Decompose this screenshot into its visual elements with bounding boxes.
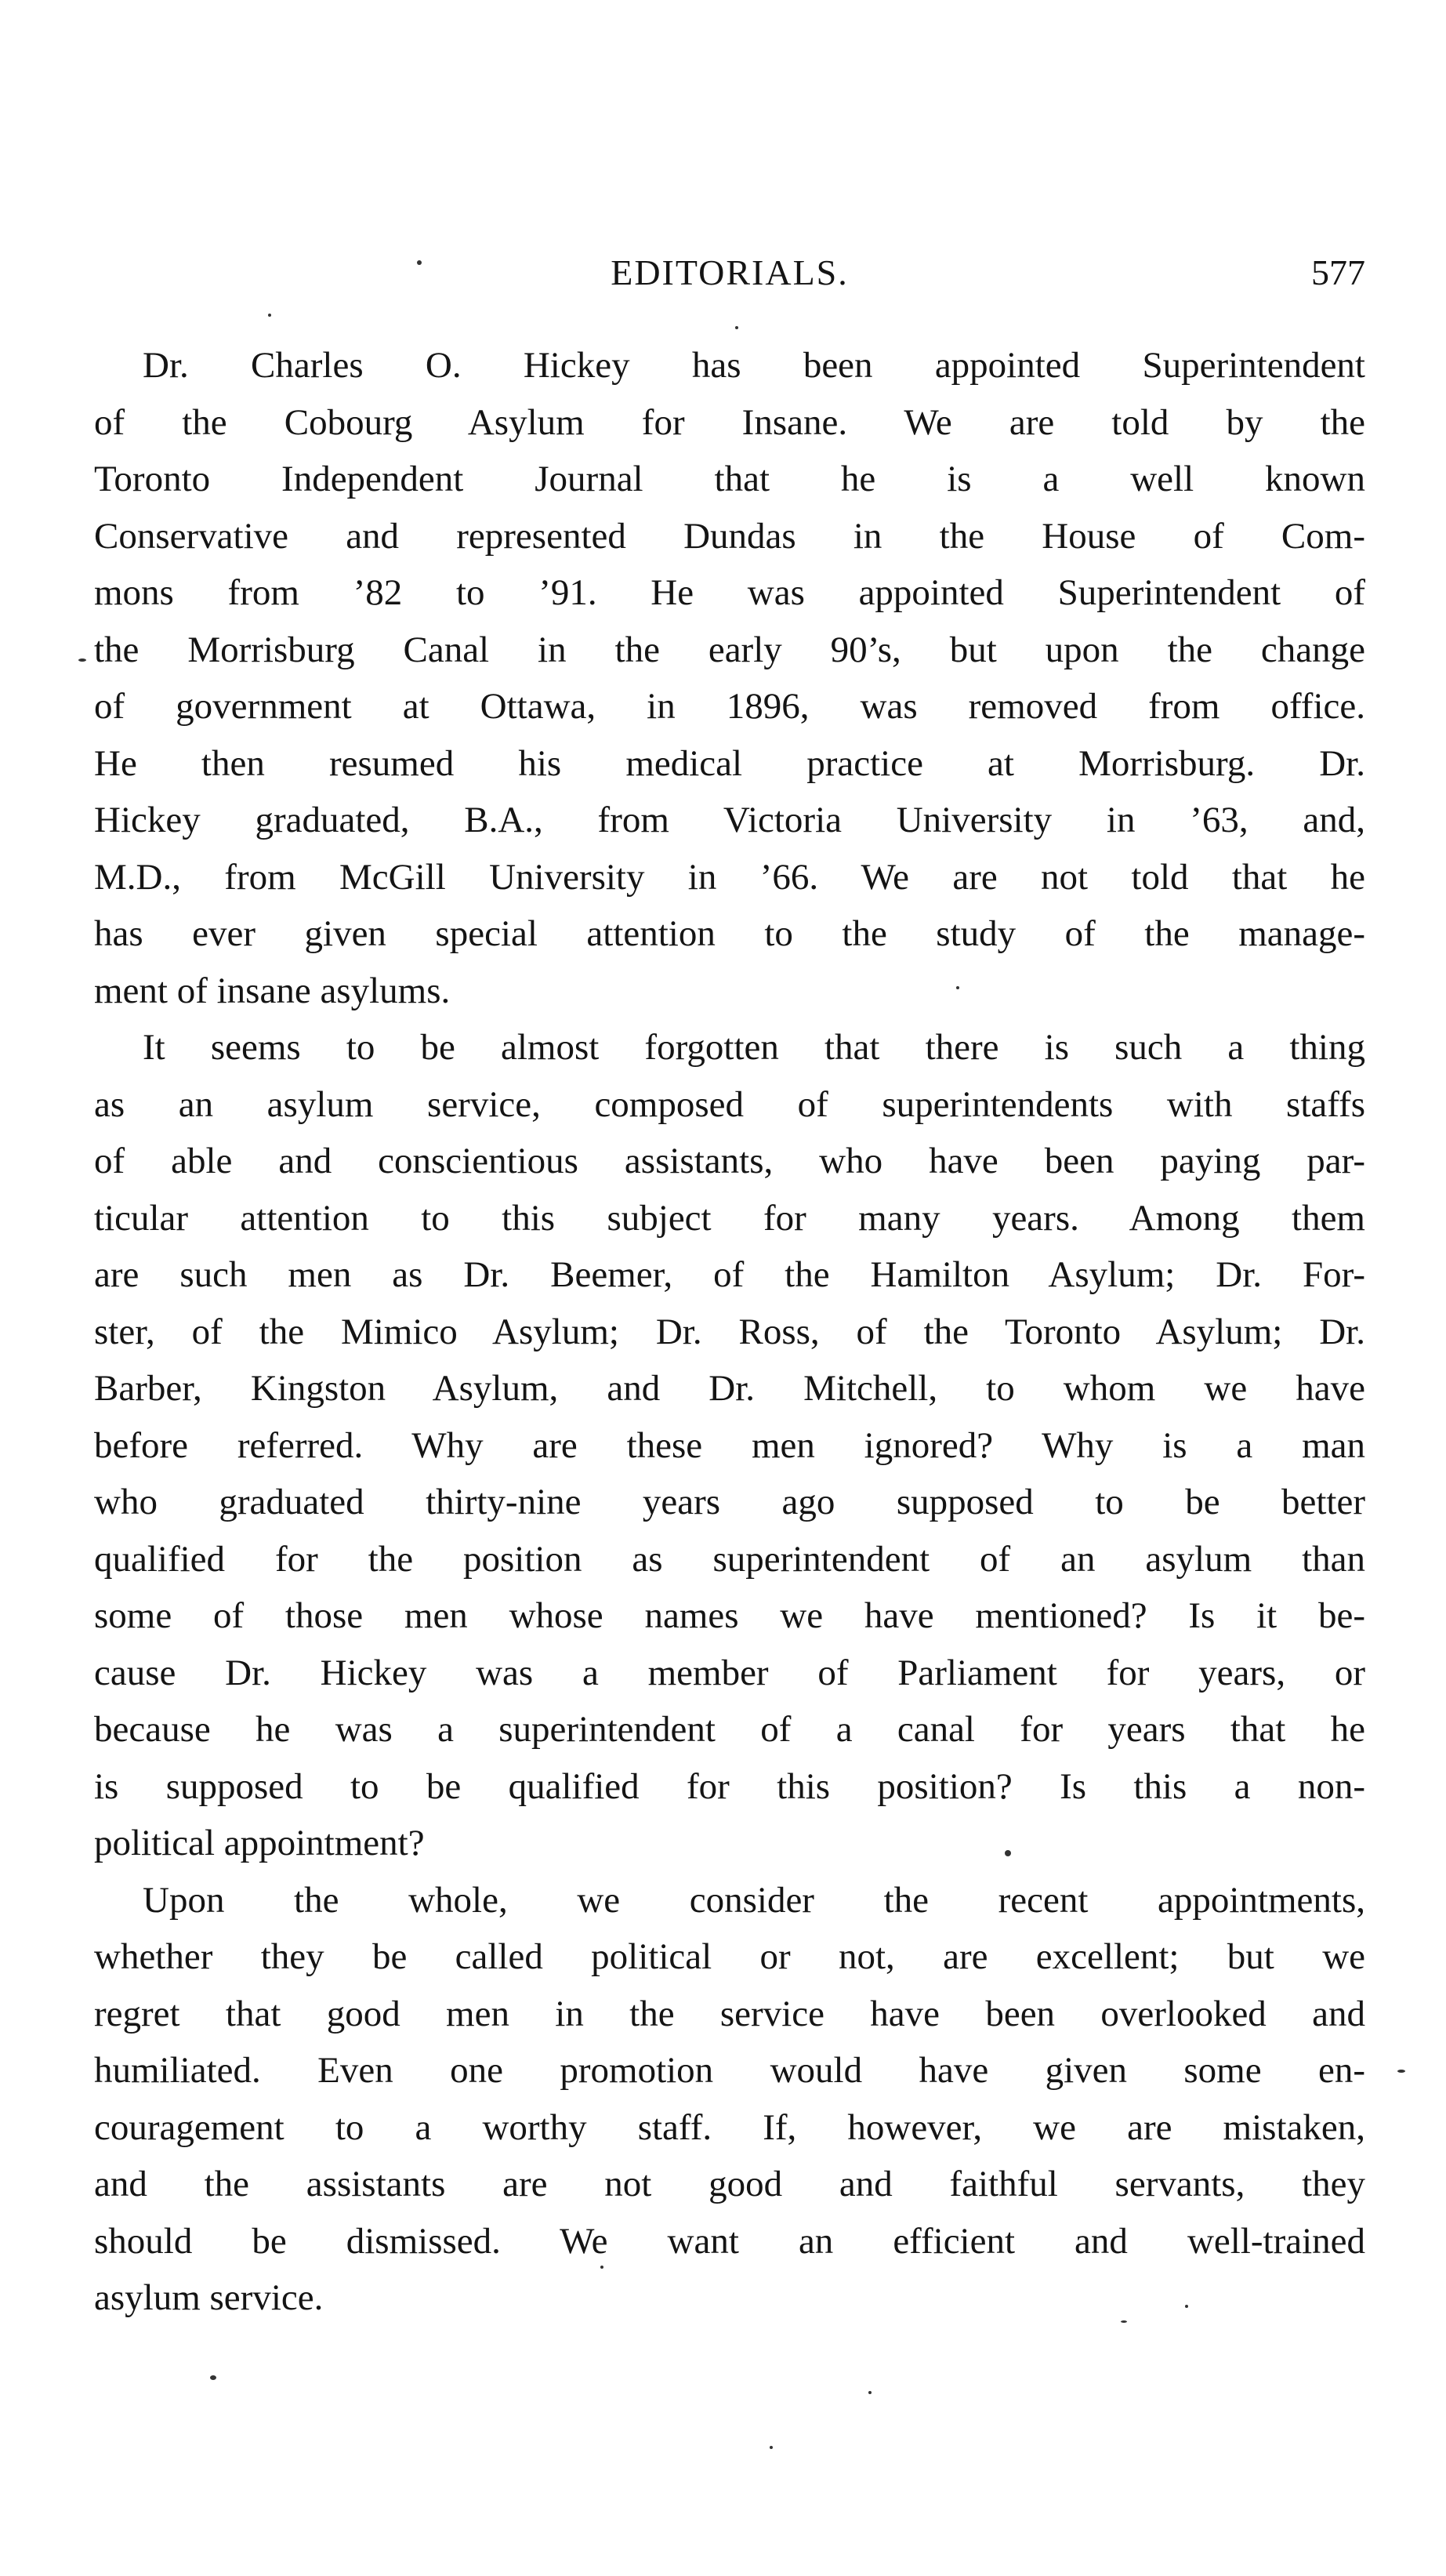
- scan-speck: [210, 2375, 216, 2380]
- text-line: Hickey graduated, B.A., from Victoria University in ’63, and,: [94, 800, 1365, 840]
- paragraph-hickey-appointment: [94, 337, 1365, 1019]
- text-line: of government at Ottawa, in 1896, was removed from office.: [94, 686, 1365, 727]
- running-head: [94, 249, 1365, 296]
- text-line: He then resumed his medical practice at Morrisburg. Dr.: [94, 742, 1365, 784]
- scan-speck: [868, 2391, 872, 2394]
- text-line: It seems to be almost forgotten that there is such a thing: [143, 1027, 1365, 1068]
- paragraph-asylum-service: [94, 1019, 1365, 1872]
- text-line: ster, of the Mimico Asylum; Dr. Ross, of the Toronto Asylum; Dr.: [94, 1311, 1365, 1352]
- scan-speck: [1121, 2320, 1127, 2323]
- scan-speck: [268, 314, 271, 317]
- text-line: regret that good men in the service have been overlooked and: [94, 1993, 1365, 2034]
- text-line: should be dismissed. We want an efficient and well-trained: [94, 2220, 1365, 2262]
- text-line: whether they be called political or not, are excellent; but we: [94, 1936, 1365, 1977]
- scan-speck: [770, 2446, 773, 2449]
- text-line: cause Dr. Hickey was a member of Parliament for years, or: [94, 1652, 1365, 1693]
- text-line: before referred. Why are these men ignored? Why is a man: [94, 1424, 1365, 1466]
- text-line: ment of insane asylums.: [94, 970, 451, 1011]
- running-head-title: EDITORIALS.: [611, 252, 849, 292]
- scan-speck: [78, 659, 86, 662]
- text-line: M.D., from McGill University in ’66. We are not told that he: [94, 856, 1365, 898]
- text-line: couragement to a worthy staff. If, however, we are mistaken,: [94, 2106, 1365, 2148]
- text-line: qualified for the position as superintendent of an asylum than: [94, 1538, 1365, 1580]
- text-line: some of those men whose names we have mentioned? Is it be-: [94, 1595, 1365, 1636]
- text-line: Dr. Charles O. Hickey has been appointed Superintendent: [143, 345, 1365, 386]
- scan-speck: [417, 260, 422, 265]
- scan-speck: [735, 326, 738, 329]
- text-line: as an asylum service, composed of superintendents with staffs: [94, 1083, 1365, 1125]
- scan-speck: [1005, 1850, 1011, 1856]
- text-line: Upon the whole, we consider the recent appointments,: [143, 1879, 1365, 1921]
- text-line: Toronto Independent Journal that he is a well known: [94, 459, 1365, 499]
- text-line: because he was a superintendent of a canal for years that he: [94, 1709, 1365, 1750]
- editorial-body: [94, 337, 1365, 2327]
- text-line: of the Cobourg Asylum for Insane. We are told by the: [94, 401, 1365, 443]
- text-line: of able and conscientious assistants, who have been paying par-: [94, 1141, 1365, 1181]
- text-line: Conservative and represented Dundas in the House of Com-: [94, 515, 1365, 557]
- text-line: political appointment?: [94, 1823, 425, 1863]
- scan-speck: [1185, 2305, 1188, 2308]
- text-line: who graduated thirty-nine years ago supposed to be better: [94, 1482, 1365, 1522]
- text-line: and the assistants are not good and faithful servants, they: [94, 2164, 1365, 2204]
- text-line: the Morrisburg Canal in the early 90’s, but upon the change: [94, 629, 1365, 670]
- paragraph-conclusion: [94, 1872, 1365, 2327]
- text-line: mons from ’82 to ’91. He was appointed Superintendent of: [94, 572, 1365, 613]
- scan-speck: [600, 2266, 603, 2269]
- page-number: 577: [1311, 252, 1365, 292]
- text-line: asylum service.: [94, 2277, 324, 2318]
- text-line: humiliated. Even one promotion would have given some en-: [94, 2050, 1365, 2091]
- text-line: Barber, Kingston Asylum, and Dr. Mitchell, to whom we have: [94, 1368, 1365, 1409]
- text-line: ticular attention to this subject for many years. Among them: [94, 1197, 1365, 1239]
- scan-speck: [1397, 2070, 1405, 2073]
- text-line: are such men as Dr. Beemer, of the Hamilton Asylum; Dr. For-: [94, 1254, 1365, 1295]
- text-line: has ever given special attention to the study of the manage-: [94, 913, 1365, 954]
- scan-speck: [956, 986, 959, 989]
- text-line: is supposed to be qualified for this position? Is this a non-: [94, 1765, 1365, 1807]
